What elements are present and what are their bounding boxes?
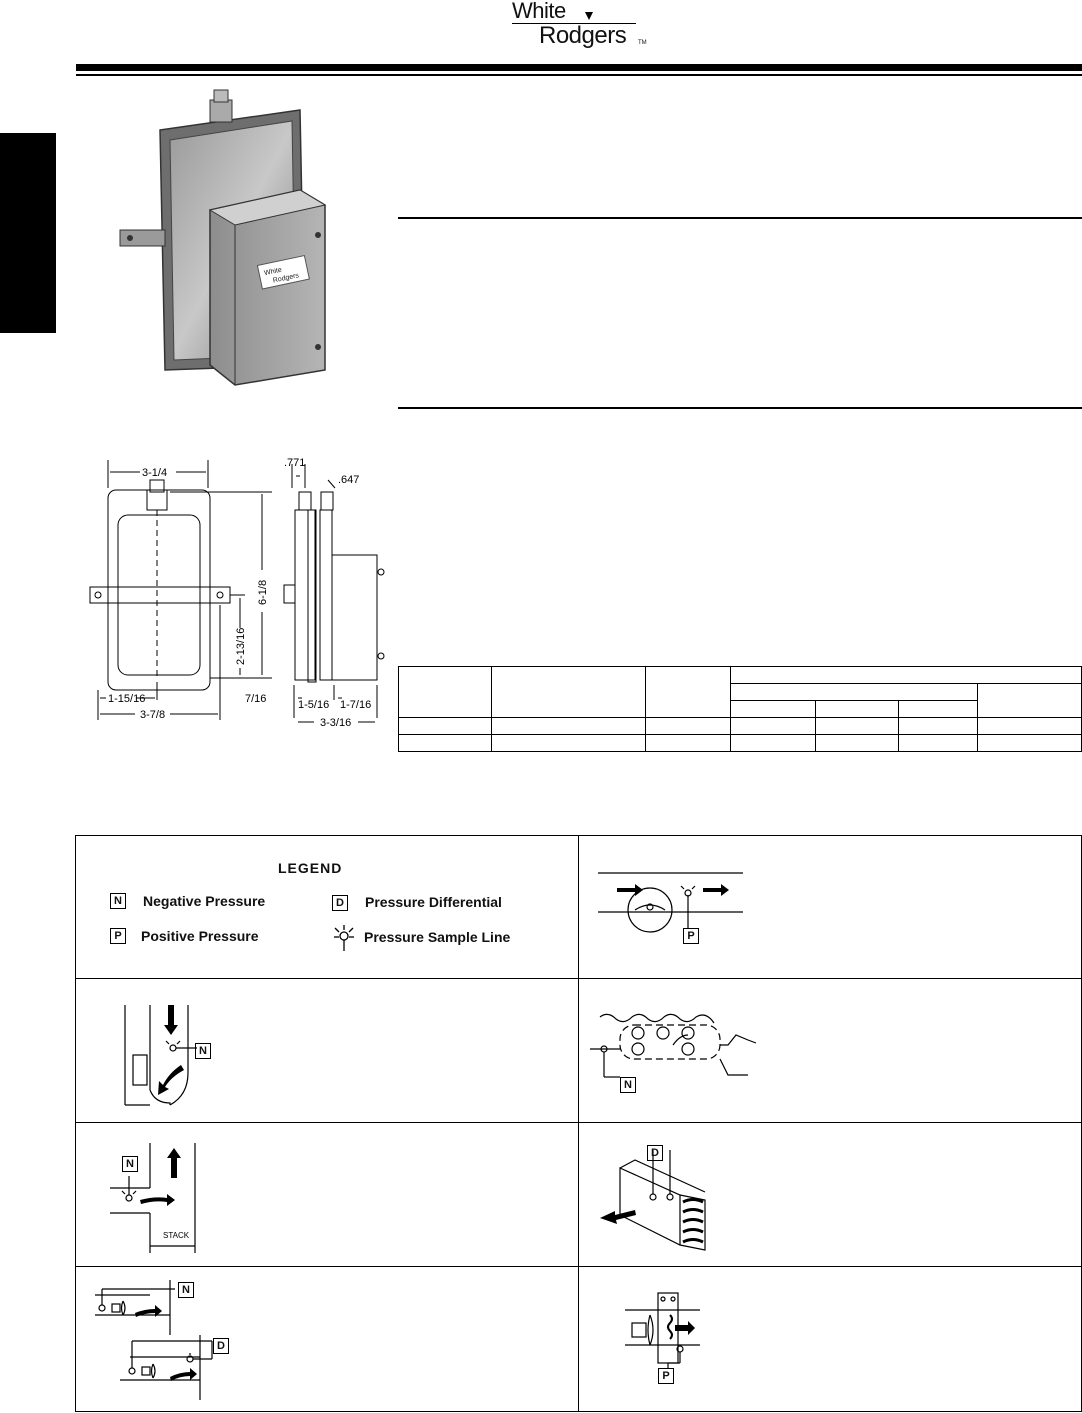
stack-label: STACK xyxy=(163,1231,190,1240)
spec-cell xyxy=(731,684,978,701)
legend-sample-label: Pressure Sample Line xyxy=(364,929,511,945)
dim-height-total: 6-1/8 xyxy=(257,579,269,605)
photo-label-rodgers: Rodgers xyxy=(272,272,300,285)
table-row xyxy=(399,718,1082,735)
section-rule-2 xyxy=(398,407,1082,409)
logo-text-white: White xyxy=(512,0,566,23)
section-tab xyxy=(0,133,56,333)
spec-cell xyxy=(646,667,731,718)
diagram-elbow-flue xyxy=(105,995,235,1110)
product-photo xyxy=(100,85,350,395)
photo-label-white: White xyxy=(263,266,283,278)
grid-divider-3 xyxy=(75,1266,1082,1267)
brand-logo xyxy=(512,0,647,50)
dim-side-b2: 1-7/16 xyxy=(340,699,372,711)
diagram-duct-fan xyxy=(595,860,755,960)
spec-cell xyxy=(978,684,1082,718)
dim-side-647: .647 xyxy=(338,474,360,486)
grid-divider-vertical xyxy=(578,835,579,1412)
differential-code-badge: D xyxy=(332,895,348,911)
dim-side-b1: 1-5/16 xyxy=(298,699,330,711)
positive-code-badge: P xyxy=(110,928,126,944)
diagram-fan-housings xyxy=(90,1275,230,1405)
spec-cell xyxy=(399,667,492,718)
negative-code-badge: N xyxy=(122,1156,138,1172)
dim-flange: 7/16 xyxy=(245,693,267,705)
logo-text-rodgers: Rodgers xyxy=(539,22,627,49)
spec-cell xyxy=(492,667,646,718)
differential-code-badge: D xyxy=(213,1338,229,1354)
differential-code-badge: D xyxy=(647,1145,663,1161)
logo-trademark: TM xyxy=(638,40,647,46)
dim-side-771: .771 xyxy=(284,457,306,469)
logo-triangle-icon xyxy=(585,12,593,20)
legend-title: LEGEND xyxy=(278,860,343,876)
header-rule-thick xyxy=(76,64,1082,71)
dim-width-bottom: 3-7/8 xyxy=(140,709,166,721)
grid-divider-2 xyxy=(75,1122,1082,1123)
dim-side-total: 3-3/16 xyxy=(320,717,352,729)
dim-left-offset: 1-15/16 xyxy=(108,693,146,705)
legend-positive-label: Positive Pressure xyxy=(141,928,259,944)
spec-cell xyxy=(816,701,899,718)
legend-differential-label: Pressure Differential xyxy=(365,894,502,910)
grid-divider-1 xyxy=(75,978,1082,979)
section-rule-1 xyxy=(398,217,1082,219)
negative-code-badge: N xyxy=(178,1282,194,1298)
spec-table xyxy=(398,666,1082,752)
spec-cell xyxy=(899,701,978,718)
dim-height-lower: 2-13/16 xyxy=(235,627,247,665)
negative-code-badge: N xyxy=(620,1077,636,1093)
legend-negative-label: Negative Pressure xyxy=(143,893,266,909)
positive-code-badge: P xyxy=(658,1368,674,1384)
negative-code-badge: N xyxy=(195,1043,211,1059)
diagram-heat-exchanger xyxy=(588,1005,758,1095)
dimension-drawing xyxy=(80,450,390,735)
table-row xyxy=(399,735,1082,752)
spec-cell xyxy=(731,667,1082,684)
negative-code-badge: N xyxy=(110,893,126,909)
dim-width-top: 3-1/4 xyxy=(142,467,168,479)
sample-line-icon xyxy=(332,924,356,952)
header-rule-thin xyxy=(76,74,1082,76)
spec-cell xyxy=(731,701,816,718)
positive-code-badge: P xyxy=(683,928,699,944)
